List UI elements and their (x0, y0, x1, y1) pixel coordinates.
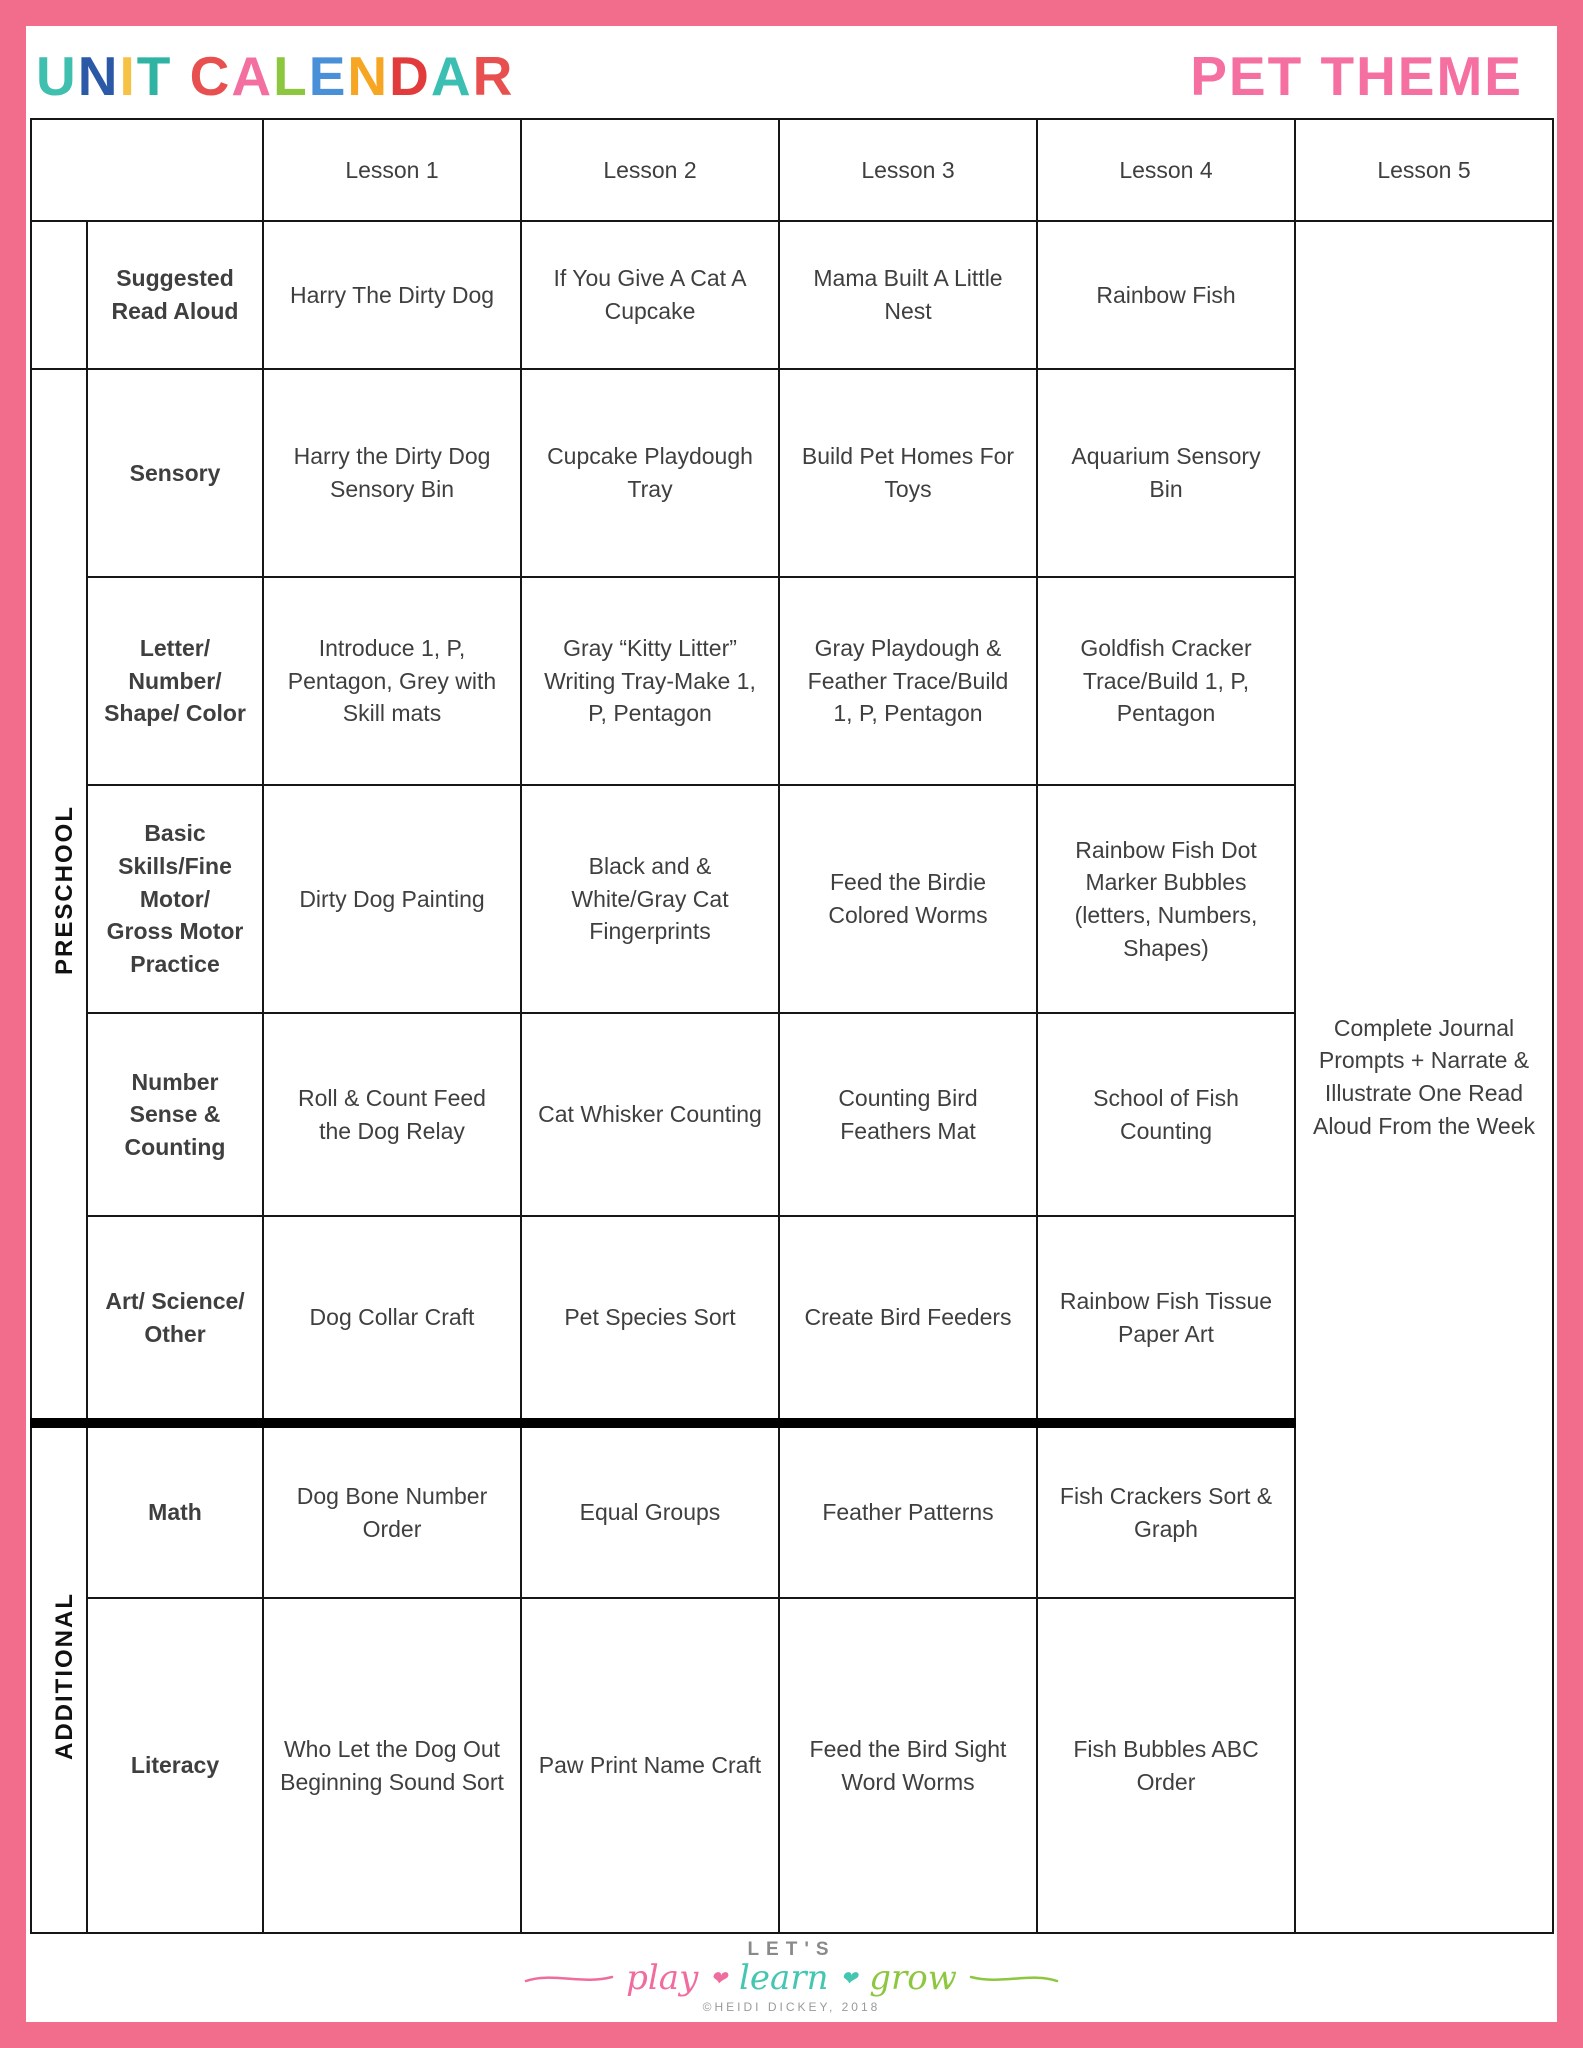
activity-cell: Aquarium Sensory Bin (1037, 369, 1295, 577)
activity-cell: Dog Collar Craft (263, 1216, 521, 1423)
activity-cell: Build Pet Homes For Toys (779, 369, 1037, 577)
activity-cell: Harry The Dirty Dog (263, 221, 521, 369)
activity-cell: Who Let the Dog Out Beginning Sound Sort (263, 1598, 521, 1933)
lesson-4-header: Lesson 4 (1037, 119, 1295, 221)
activity-cell: Counting Bird Feathers Mat (779, 1013, 1037, 1216)
group-label-preschool (31, 369, 87, 1423)
activity-cell: Mama Built A Little Nest (779, 221, 1037, 369)
activity-cell: Fish Bubbles ABC Order (1037, 1598, 1295, 1933)
heart-icon: ❤ (710, 1966, 728, 1990)
lesson-5-header: Lesson 5 (1295, 119, 1553, 221)
group-label-additional (31, 1423, 87, 1933)
activity-cell: Rainbow Fish (1037, 221, 1295, 369)
activity-cell: Pet Species Sort (521, 1216, 779, 1423)
lesson-1-header: Lesson 1 (263, 119, 521, 221)
activity-cell: Introduce 1, P, Pentagon, Grey with Skill mats (263, 577, 521, 785)
activity-cell: Equal Groups (521, 1423, 779, 1598)
category-read-aloud: Suggested Read Aloud (87, 221, 263, 369)
activity-cell: Fish Crackers Sort & Graph (1037, 1423, 1295, 1598)
activity-cell: Gray “Kitty Litter” Writing Tray-Make 1, P, Pentagon (521, 577, 779, 785)
activity-cell: Paw Print Name Craft (521, 1598, 779, 1933)
category-math: Math (87, 1423, 263, 1598)
copyright-text: ©HEIDI DICKEY, 2018 (702, 2000, 881, 2014)
activity-cell: If You Give A Cat A Cupcake (521, 221, 779, 369)
logo-lets-text: LET'S (747, 1939, 836, 1960)
category-literacy: Literacy (87, 1598, 263, 1933)
flourish-left-icon (524, 1970, 614, 1986)
activity-cell: Harry the Dirty Dog Sensory Bin (263, 369, 521, 577)
preschool-vertical-label: PRESCHOOL (51, 804, 78, 975)
lesson-header-row (31, 119, 1553, 221)
category-number-sense: Number Sense & Counting (87, 1013, 263, 1216)
lesson-2-header: Lesson 2 (521, 119, 779, 221)
activity-cell: Rainbow Fish Tissue Paper Art (1037, 1216, 1295, 1423)
activity-cell: Cat Whisker Counting (521, 1013, 779, 1216)
activity-cell: Roll & Count Feed the Dog Relay (263, 1013, 521, 1216)
group-spacer-cell (31, 221, 87, 369)
logo-learn-text: learn (739, 1958, 829, 1998)
unit-calendar-table (30, 118, 1554, 1934)
activity-cell: Dog Bone Number Order (263, 1423, 521, 1598)
activity-cell: Dirty Dog Painting (263, 785, 521, 1013)
read-aloud-row (31, 221, 1553, 369)
lesson-3-header: Lesson 3 (779, 119, 1037, 221)
heart-icon: ❤ (840, 1966, 858, 1990)
activity-cell: Rainbow Fish Dot Marker Bubbles (letters, Numbers, Shapes) (1037, 785, 1295, 1013)
lesson-5-span-cell: Complete Journal Prompts + Narrate & Illustrate One Read Aloud From the Week (1295, 221, 1553, 1933)
activity-cell: Gray Playdough & Feather Trace/Build 1, P, Pentagon (779, 577, 1037, 785)
activity-cell: Feed the Birdie Colored Worms (779, 785, 1037, 1013)
category-basic-skills: Basic Skills/Fine Motor/ Gross Motor Practice (87, 785, 263, 1013)
unit-title: UNIT CALENDAR (36, 44, 515, 107)
activity-cell: Black and & White/Gray Cat Fingerprints (521, 785, 779, 1013)
corner-cell (31, 119, 263, 221)
category-sensory: Sensory (87, 369, 263, 577)
activity-cell: Cupcake Playdough Tray (521, 369, 779, 577)
flourish-right-icon (969, 1970, 1059, 1986)
logo-script-line (26, 1958, 1557, 1998)
activity-cell: Feed the Bird Sight Word Worms (779, 1598, 1037, 1933)
brand-logo (26, 1940, 1557, 2013)
activity-cell: Goldfish Cracker Trace/Build 1, P, Pentagon (1037, 577, 1295, 785)
logo-play-text: play (626, 1958, 699, 1998)
additional-vertical-label: ADDITIONAL (51, 1591, 78, 1760)
activity-cell: School of Fish Counting (1037, 1013, 1295, 1216)
activity-cell: Feather Patterns (779, 1423, 1037, 1598)
page-header (26, 26, 1557, 118)
theme-title: PET THEME (1190, 44, 1523, 107)
activity-cell: Create Bird Feeders (779, 1216, 1037, 1423)
logo-grow-text: grow (869, 1958, 957, 1998)
category-art-science-other: Art/ Science/ Other (87, 1216, 263, 1423)
category-letter-number-shape-color: Letter/ Number/ Shape/ Color (87, 577, 263, 785)
